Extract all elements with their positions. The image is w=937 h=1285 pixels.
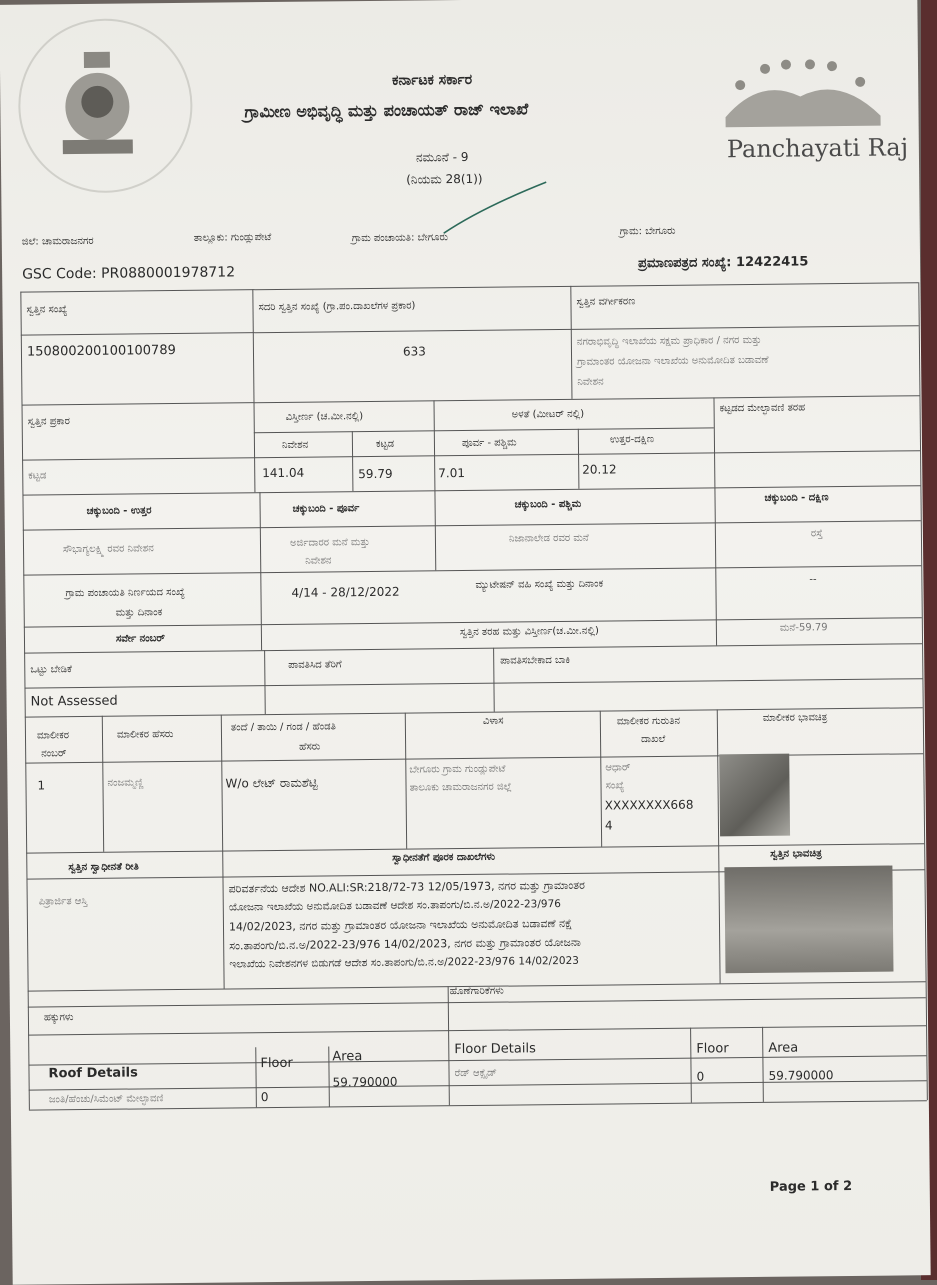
gov-title: ಕರ್ನಾಟಕ ಸರ್ಕಾರ xyxy=(392,71,473,89)
docs-line-4: ಸಂ.ತಾಪಂಗು/ಬಿ.ನ.ಅ/2022-23/976 14/02/2023, ನಗರ ಮತ್ತು ಗ್ರಾಮಾಂತರ ಯೋಜನಾ xyxy=(229,935,581,953)
resolution-label-1: ಗ್ರಾಮ ಪಂಚಾಯತಿ ನಿರ್ಣಯದ ಸಂಖ್ಯೆ xyxy=(65,586,185,600)
south-boundary: ರಸ್ತೆ xyxy=(810,528,823,540)
rule xyxy=(252,289,254,402)
id-type: ಆಧಾರ್ xyxy=(605,762,631,774)
mutation-value: -- xyxy=(809,574,817,586)
floor-details-title: Floor Details xyxy=(454,1041,536,1058)
rule xyxy=(717,709,721,983)
relation-label-2: ಹೆಸರು xyxy=(299,741,321,753)
rule xyxy=(254,427,714,433)
owner-address-1: ಬೇಗೂರು ಗ್ರಾಮ ಗುಂಡ್ಲುಪೇಟೆ xyxy=(409,763,506,776)
north-boundary-label: ಚಕ್ಕುಬಂದಿ - ಉತ್ತರ xyxy=(86,505,152,517)
rule xyxy=(23,565,921,575)
east-west-label: ಪೂರ್ವ - ಪಶ್ಚಿಮ xyxy=(461,437,517,450)
paid-tax-label: ಪಾವತಿಸಿದ ತೆರಿಗೆ xyxy=(288,659,342,671)
rights-label: ಹಕ್ಕುಗಳು xyxy=(43,1012,74,1024)
owner-name-label: ಮಾಲೀಕರ ಹೆಸರು xyxy=(116,729,174,741)
gram-panchayat: ಗ್ರಾಮ ಪಂಚಾಯತಿ: ಬೇಗೂರು xyxy=(351,232,449,245)
roof-floor-label: Floor xyxy=(260,1055,293,1072)
roof-area: 59.790000 xyxy=(332,1074,398,1090)
village: ಗ್ರಾಮ: ಬೇಗೂರು xyxy=(619,225,676,238)
rule xyxy=(24,643,922,653)
rule xyxy=(493,648,495,712)
property-number: 150800200100100789 xyxy=(26,343,176,360)
floor-type: ರೆಡ್ ಆಕ್ಸೈಡ್ xyxy=(454,1067,497,1080)
relation-label-1: ತಂದೆ / ತಾಯಿ / ಗಂಡ / ಹೆಂಡತಿ xyxy=(230,721,336,734)
form-rule: (ನಿಯಮ 28(1)) xyxy=(406,171,483,187)
logo-text: Panchayati Raj xyxy=(726,133,909,164)
property-kind-label: ಸ್ವತ್ತಿನ ತರಹ ಮತ್ತು ವಿಸ್ತೀರ್ಣ(ಚ.ಮೀ.ನಲ್ಲಿ) xyxy=(459,625,600,639)
rule xyxy=(570,286,572,399)
area-label: ವಿಸ್ತೀರ್ಣ (ಚ.ಮೀ.ನಲ್ಲಿ) xyxy=(285,411,364,423)
property-type-label: ಸ್ವತ್ತಿನ ಪ್ರಕಾರ xyxy=(27,416,70,428)
east-west-value: 7.01 xyxy=(438,465,466,481)
measurement-label: ಅಳತೆ (ಮೀಟರ್ ನಲ್ಲಿ) xyxy=(511,408,585,421)
rule xyxy=(22,450,920,460)
floor-floor-label: Floor xyxy=(696,1041,729,1057)
id-number-end: 4 xyxy=(604,818,613,833)
rule xyxy=(405,713,407,849)
roof-floor: 0 xyxy=(260,1090,269,1105)
rule xyxy=(713,397,715,487)
owner-address-2: ತಾಲೂಕು ಚಾಮರಾಜನಗರ ಜಿಲ್ಲೆ xyxy=(409,781,512,794)
dept-title: ಗ್ರಾಮೀಣ ಅಭಿವೃದ್ಧಿ ಮತ್ತು ಪಂಚಾಯತ್ ರಾಜ್ ಇಲಾಖೆ xyxy=(244,99,529,122)
taluk: ತಾಲ್ಲೂಕು: ಗುಂಡ್ಲುಪೇಟೆ xyxy=(193,232,272,244)
gsc-code: GSC Code: PR0880001978712 xyxy=(22,264,236,283)
building-roof-label: ಕಟ್ಟಡದ ಮೇಲ್ಛಾವಣಿ ತರಹ xyxy=(719,402,806,415)
west-boundary: ನಿಜಾನಾಲೇಡ ರವರ ಮನೆ xyxy=(508,532,589,545)
roof-details-title: Roof Details xyxy=(48,1065,138,1082)
east-boundary-label: ಚಕ್ಕುಬಂದಿ - ಪೂರ್ವ xyxy=(292,503,360,515)
mutation-label: ಮ್ಯುಟೇಷನ್ ವಹಿ ಸಂಖ್ಯೆ ಮತ್ತು ದಿನಾಂಕ xyxy=(475,578,604,591)
rule xyxy=(434,490,436,570)
sadara-number: 633 xyxy=(402,344,426,359)
karnataka-emblem-icon xyxy=(52,51,143,162)
owner-photo-label: ಮಾಲೀಕರ ಭಾವಚಿತ್ರ xyxy=(762,712,828,724)
rule xyxy=(600,711,602,847)
floor-area: 59.790000 xyxy=(768,1068,834,1083)
rule xyxy=(20,282,918,292)
site-area: 141.04 xyxy=(262,465,305,481)
property-photo xyxy=(724,866,893,974)
floor-area-label: Area xyxy=(768,1040,799,1056)
rule xyxy=(255,1047,257,1107)
rule xyxy=(28,1025,926,1035)
owner-relation: W/o ಲೇಟ್ ರಾಮಶೆಟ್ಟಿ xyxy=(225,775,318,791)
east-boundary-line-1: ಅರ್ಜಿದಾರರ ಮನೆ ಮತ್ತು xyxy=(289,536,370,549)
docs-line-2: ಯೋಜನಾ ಇಲಾಖೆಯ ಅನುಮೋದಿತ ಬಡಾವಣೆ ಆದೇಶ ಸಂ.ತಾಪಂಗು/ಬಿ.ನ.ಅ/2022-23/976 xyxy=(228,898,561,914)
rule xyxy=(221,715,225,989)
rule xyxy=(28,997,926,1007)
docs-line-5: ಇಲಾಖೆಯ ನಿವೇಶನಗಳ ಬಿಡುಗಡೆ ಆದೇಶ ಸಂ.ತಾಪಂಗು/ಬಿ.ನ.ಅ/2022-23/976 14/02/2023 xyxy=(229,954,579,971)
due-balance-label: ಪಾವತಿಸಬೇಕಾದ ಬಾಕಿ xyxy=(500,654,571,667)
rule xyxy=(762,1027,764,1102)
rule xyxy=(578,429,580,489)
classification-line-1: ನಗರಾಭಿವೃದ್ಧಿ ಇಲಾಖೆಯ ಸಕ್ಷಮ ಪ್ರಾಧಿಕಾರ / ನಗರ ಮತ್ತು xyxy=(576,334,762,348)
east-boundary-line-2: ನಿವೇಶನ xyxy=(305,555,332,567)
rule xyxy=(690,1028,692,1103)
roof-type: ಜಂತಿ/ಹೆಂಚು/ಸಿಮೆಂಟ್ ಮೇಲ್ಛಾವಣಿ xyxy=(48,1093,164,1106)
north-boundary: ಸೌಭಾಗ್ಯಲಕ್ಷ್ಮಿ ರವರ ನಿವೇಶನ xyxy=(62,543,154,556)
supporting-docs-label: ಸ್ವಾಧೀನತೆಗೆ ಪೂರಕ ದಾಖಲೆಗಳು xyxy=(392,851,496,864)
id-doc-label-1: ಮಾಲೀಕರ ಗುರುತಿನ xyxy=(616,715,681,728)
liabilities-label: ಹೊಣೆಗಾರಿಕೆಗಳು xyxy=(449,985,504,998)
building-area: 59.79 xyxy=(358,466,393,482)
form-number: ನಮೂನೆ - 9 xyxy=(415,149,469,165)
owner-name: ನಂಜಮ್ಮಣ್ಣಿ xyxy=(107,777,144,789)
property-kind-value: ಮನೆ-59.79 xyxy=(779,622,828,634)
acquisition-method-label: ಸ್ವತ್ತಿನ ಸ್ವಾಧೀನತೆ ರೀತಿ xyxy=(68,861,139,874)
acquisition-method: ಪಿತ್ರಾರ್ಜಿತ ಆಸ್ತಿ xyxy=(38,895,88,908)
rule xyxy=(253,402,255,492)
property-photo-label: ಸ್ವತ್ತಿನ ಭಾವಚಿತ್ರ xyxy=(770,848,822,860)
certificate-number: ಪ್ರಮಾಣಪತ್ರದ ಸಂಖ್ಯೆ: 12422415 xyxy=(637,254,809,272)
property-number-label: ಸ್ವತ್ತಿನ ಸಂಖ್ಯೆ xyxy=(26,304,68,316)
owner-number-label-1: ಮಾಲೀಕರ xyxy=(36,730,70,742)
rule xyxy=(21,325,919,335)
page-number: Page 1 of 2 xyxy=(769,1178,853,1195)
south-boundary-label: ಚಕ್ಕುಬಂದಿ - ದಕ್ಷಿಣ xyxy=(764,492,829,504)
rule xyxy=(433,400,435,490)
rule xyxy=(23,520,921,530)
id-doc-label-2: ದಾಖಲೆ xyxy=(640,733,666,746)
owner-number: 1 xyxy=(37,778,46,793)
rule xyxy=(328,1046,330,1106)
rule xyxy=(352,431,354,491)
classification-line-3: ನಿವೇಶನ xyxy=(577,376,604,388)
pen-stroke xyxy=(441,177,552,238)
sadara-number-label: ಸದರಿ ಸ್ವತ್ತಿನ ಸಂಖ್ಯೆ (ಗ್ರಾ.ಪಂ.ದಾಖಲೆಗಳ ಪ್ರಕಾರ) xyxy=(258,300,416,314)
owner-photo xyxy=(719,754,790,837)
north-south-value: 20.12 xyxy=(582,462,617,477)
building-label: ಕಟ್ಟಡ xyxy=(375,438,395,450)
classification-line-2: ಗ್ರಾಮಾಂತರ ಯೋಜನಾ ಇಲಾಖೆಯ ಅನುಮೋದಿತ ಬಡಾವಣೆ xyxy=(577,354,769,368)
address-label: ವಿಳಾಸ xyxy=(482,715,504,727)
district: ಜಿಲೆ: ಚಾಮರಾಜನಗರ xyxy=(21,235,94,248)
resolution-value: 4/14 - 28/12/2022 xyxy=(291,584,400,600)
docs-line-3: 14/02/2023, ನಗರ ಮತ್ತು ಗ್ರಾಮಾಂತರ ಯೋಜನಾ ಇಲಾಖೆಯ ಅನುಮೋದಿತ ಬಡಾವಣೆ ನಕ್ಷೆ xyxy=(228,916,573,934)
rule xyxy=(264,650,266,714)
classification-label: ಸ್ವತ್ತಿನ ವರ್ಗೀಕರಣ xyxy=(576,296,636,308)
id-label: ಸಂಖ್ಯೆ xyxy=(605,780,625,792)
resolution-label-2: ಮತ್ತು ದಿನಾಂಕ xyxy=(115,607,163,619)
total-demand-label: ಒಟ್ಟು ಬೇಡಿಕೆ xyxy=(30,664,72,676)
rule xyxy=(102,716,104,852)
west-boundary-label: ಚಕ್ಕುಬಂದಿ - ಪಶ್ಚಿಮ xyxy=(514,498,582,511)
owner-number-label-2: ನಂಬರ್ xyxy=(41,748,67,760)
docs-line-1: ಪರಿವರ್ತನೆಯ ಆದೇಶ NO.ALI:SR:218/72-73 12/05/1973, ನಗರ ಮತ್ತು ಗ್ರಾಮಾಂತರ xyxy=(228,878,585,896)
roof-area-label: Area xyxy=(332,1049,363,1065)
survey-number-label: ಸರ್ವೇ ನಂಬರ್ xyxy=(115,633,165,645)
id-number: XXXXXXXX668 xyxy=(604,797,694,813)
rule xyxy=(448,986,450,1105)
floor-floor: 0 xyxy=(696,1069,705,1084)
rule xyxy=(20,292,30,1110)
property-type: ಕಟ್ಟಡ xyxy=(28,470,47,482)
total-demand-value: Not Assessed xyxy=(30,693,118,710)
rule xyxy=(24,678,922,688)
site-label: ನಿವೇಶನ xyxy=(281,439,309,451)
north-south-label: ಉತ್ತರ-ದಕ್ಷಿಣ xyxy=(609,434,655,446)
